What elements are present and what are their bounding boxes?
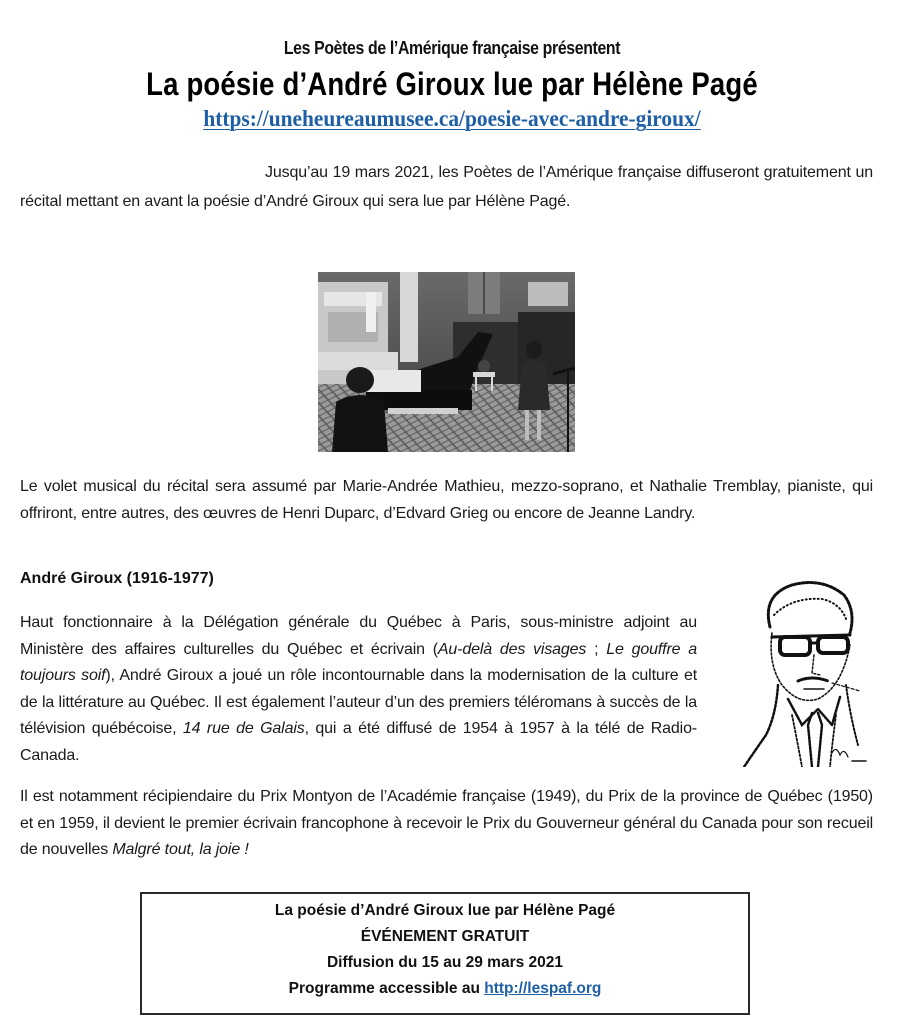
lespaf-link[interactable]: http://lespaf.org bbox=[484, 980, 602, 997]
work-title-14-rue-de-galais: 14 rue de Galais bbox=[182, 720, 305, 737]
event-box-title: La poésie d’André Giroux lue par Hélène Pagé bbox=[274, 902, 616, 919]
bio-text-3: , qui a été diffusé de 1954 à 1957 à la télé de Radio-Canada. bbox=[20, 720, 697, 764]
event-box-program-label: Programme accessible au bbox=[288, 980, 485, 997]
event-box-free-label: ÉVÉNEMENT GRATUIT bbox=[360, 928, 530, 945]
presenter-line: Les Poètes de l’Amérique française présentent bbox=[283, 38, 621, 58]
event-box-program-line bbox=[142, 976, 748, 1002]
event-url-link[interactable]: https://uneheureaumusee.ca/poesie-avec-andre-giroux/ bbox=[203, 106, 701, 131]
recital-photo bbox=[318, 272, 575, 452]
recital-photo-image bbox=[318, 272, 575, 452]
portrait-sketch-image bbox=[732, 575, 872, 767]
work-title-au-dela-des-visages: Au-delà des visages bbox=[437, 640, 587, 658]
intro-paragraph: Jusqu’au 19 mars 2021, les Poètes de l’Amérique française diffuseront gratuitement un récital mettant en avant la poésie d’André Giroux qui sera lue par Hélène Pagé. bbox=[20, 164, 873, 210]
prix-text: Il est notamment récipiendaire du Prix Montyon de l’Académie française (1949), du Prix de la province de Québec (1950) et en 1959, il devient le premier écrivain francophone à recevoir le Prix du Gouverneur général du Canada pour son recueil de nouvelles bbox=[20, 788, 873, 858]
bio-text-2: ), André Giroux a joué un rôle incontournable dans la modernisation de la culture et de la littérature au Québec. Il est également l’auteur d’un des premiers téléromans à succès de la télévision québécoise, bbox=[20, 667, 697, 737]
bio-paragraph bbox=[20, 610, 697, 769]
bio-text-1: Haut fonctionnaire à la Délégation générale du Québec à Paris, sous-ministre adjoint au Ministère des affaires culturelles du Québec et écrivain ( bbox=[20, 614, 697, 658]
event-box-dates: Diffusion du 15 au 29 mars 2021 bbox=[326, 954, 564, 971]
bio-separator: ; bbox=[586, 640, 607, 658]
bio-heading: André Giroux (1916-1977) bbox=[20, 570, 214, 587]
andre-giroux-portrait bbox=[732, 575, 872, 767]
work-title-le-gouffre: Le gouffre a toujours soif bbox=[20, 640, 697, 684]
event-info-box bbox=[140, 892, 750, 1015]
prix-paragraph bbox=[20, 784, 873, 864]
work-title-malgre-tout: Malgré tout, la joie ! bbox=[112, 841, 249, 858]
musical-paragraph: Le volet musical du récital sera assumé par Marie-Andrée Mathieu, mezzo-soprano, et Nathalie Tremblay, pianiste, qui offriront, entre autres, des œuvres de Henri Duparc, d’Edvard Grieg ou encore de Jeanne Landry. bbox=[20, 478, 873, 522]
event-url-line bbox=[32, 106, 873, 132]
page-title: La poésie d’André Giroux lue par Hélène Pagé bbox=[146, 66, 758, 102]
